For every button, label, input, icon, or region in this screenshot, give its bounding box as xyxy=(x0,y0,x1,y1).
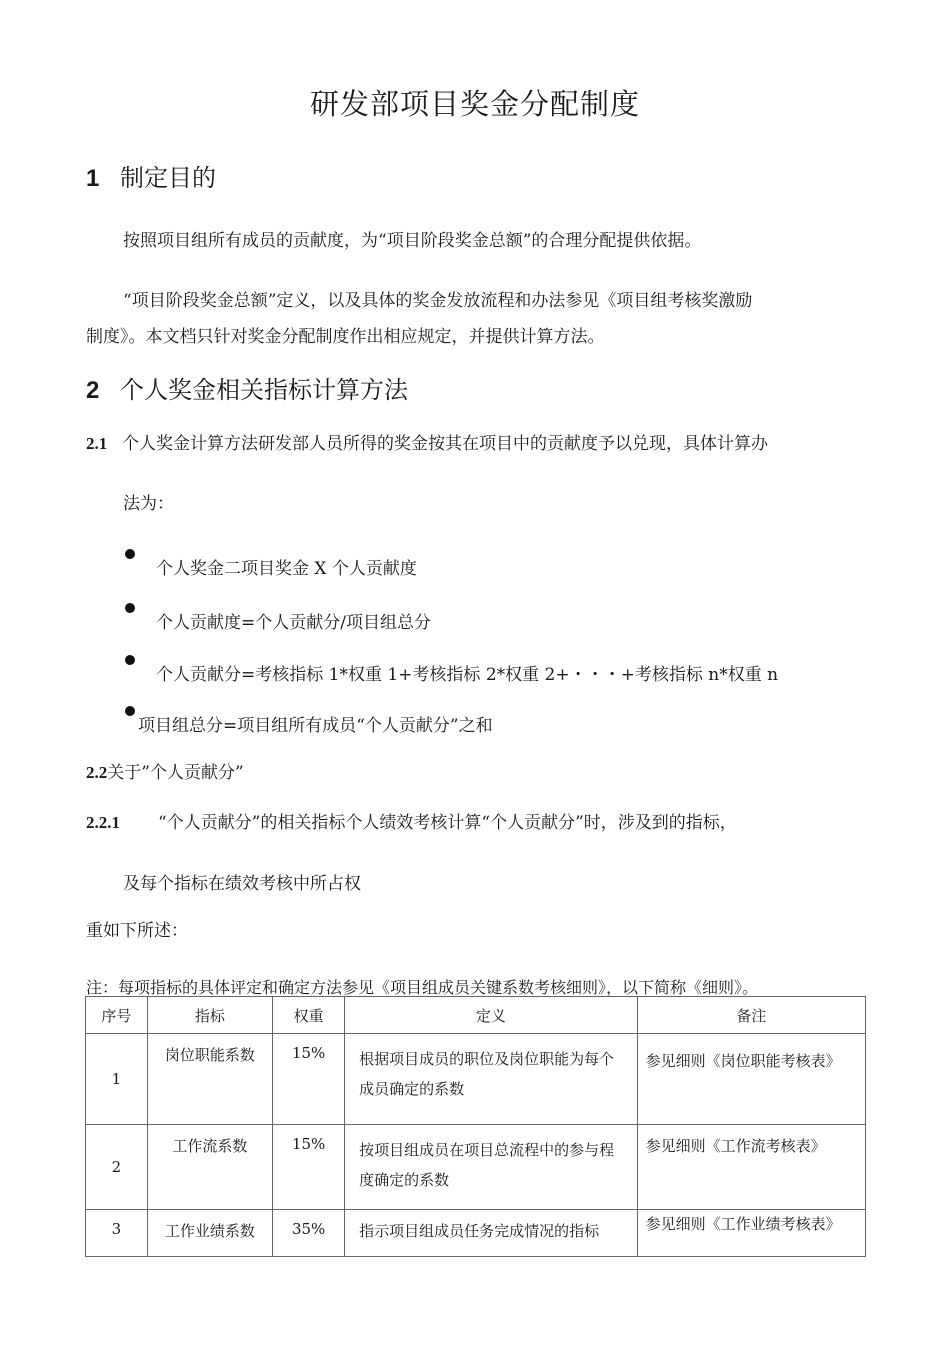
bullet-dot xyxy=(125,549,135,559)
section-1-paragraph-2-line-1: “项目阶段奖金总额”定义，以及具体的奖金发放流程和办法参见《项目组考核奖激励 xyxy=(123,291,753,311)
subsection-2-2-1 xyxy=(86,808,737,833)
subsection-2-2-1-line-2: 及每个指标在绩效考核中所占权 xyxy=(123,874,361,894)
subsection-2-1 xyxy=(86,429,768,454)
row-definition: 根据项目成员的职位及岗位职能为每个成员确定的系数 xyxy=(345,1034,637,1125)
row-indicator: 工作流系数 xyxy=(147,1125,272,1210)
row-weight: 35% xyxy=(273,1210,345,1257)
formula-bullet-1: 个人奖金二项目奖金 X 个人贡献度 xyxy=(156,559,417,579)
row-number: 2 xyxy=(86,1125,148,1210)
subsection-2-2-1-line-3: 重如下所述： xyxy=(86,921,188,941)
row-remark: 参见细则《岗位职能考核表》 xyxy=(637,1034,865,1125)
subsection-2-1-number: 2.1 xyxy=(86,434,108,453)
table-row xyxy=(86,1034,866,1125)
subsection-2-2-number: 2.2 xyxy=(86,763,108,782)
row-definition: 按项目组成员在项目总流程中的参与程度确定的系数 xyxy=(345,1125,637,1210)
subsection-2-1-line-1: 个人奖金计算方法研发部人员所得的奖金按其在项目中的贡献度予以兑现，具体计算办 xyxy=(122,434,768,454)
section-1-number: 1 xyxy=(86,165,100,192)
header-remark: 备注 xyxy=(637,997,865,1034)
row-remark: 参见细则《工作业绩考核表》 xyxy=(637,1210,865,1257)
header-definition: 定义 xyxy=(345,997,637,1034)
section-2-heading xyxy=(86,370,408,405)
subsection-2-2-title: 关于”个人贡献分” xyxy=(107,763,244,783)
bullet-dot xyxy=(125,706,135,716)
header-weight: 权重 xyxy=(273,997,345,1034)
subsection-2-2-1-number: 2.2.1 xyxy=(86,813,120,832)
row-indicator: 岗位职能系数 xyxy=(147,1034,272,1125)
row-remark: 参见细则《工作流考核表》 xyxy=(637,1125,865,1210)
section-1-paragraph-1: 按照项目组所有成员的贡献度，为“项目阶段奖金总额”的合理分配提供依据。 xyxy=(123,231,702,251)
document-title: 研发部项目奖金分配制度 xyxy=(309,87,640,121)
row-indicator: 工作业绩系数 xyxy=(147,1210,272,1257)
section-2-title: 个人奖金相关指标计算方法 xyxy=(120,376,408,404)
section-1-title: 制定目的 xyxy=(120,164,216,192)
formula-bullet-4: 项目组总分=项目组所有成员“个人贡献分”之和 xyxy=(138,716,493,736)
subsection-2-1-line-2: 法为： xyxy=(123,494,174,514)
header-indicator: 指标 xyxy=(147,997,272,1034)
header-number: 序号 xyxy=(86,997,148,1034)
bullet-dot xyxy=(125,603,135,613)
subsection-2-2 xyxy=(86,758,244,783)
subsection-2-2-1-line-1: “个人贡献分”的相关指标个人绩效考核计算“个人贡献分”时，涉及到的指标， xyxy=(158,813,737,833)
row-number: 3 xyxy=(86,1210,148,1257)
table-row xyxy=(86,1125,866,1210)
table-row xyxy=(86,1210,866,1257)
section-1-heading xyxy=(86,158,216,193)
row-weight: 15% xyxy=(273,1034,345,1125)
section-2-number: 2 xyxy=(86,377,100,404)
row-number: 1 xyxy=(86,1034,148,1125)
formula-bullet-2: 个人贡献度=个人贡献分/项目组总分 xyxy=(156,613,431,633)
row-weight: 15% xyxy=(273,1125,345,1210)
table-header-row xyxy=(86,997,866,1034)
bullet-dot xyxy=(125,655,135,665)
table-note: 注：每项指标的具体评定和确定方法参见《项目组成员关键系数考核细则》，以下简称《细则》。 xyxy=(86,978,759,997)
section-1-paragraph-2-line-2: 制度》。本文档只针对奖金分配制度作出相应规定，并提供计算方法。 xyxy=(86,327,605,347)
formula-bullet-3: 个人贡献分=考核指标 1*权重 1+考核指标 2*权重 2+・・・+考核指标 n*权重 n xyxy=(156,665,779,685)
indicator-table xyxy=(85,996,866,1257)
row-definition: 指示项目组成员任务完成情况的指标 xyxy=(345,1210,637,1257)
